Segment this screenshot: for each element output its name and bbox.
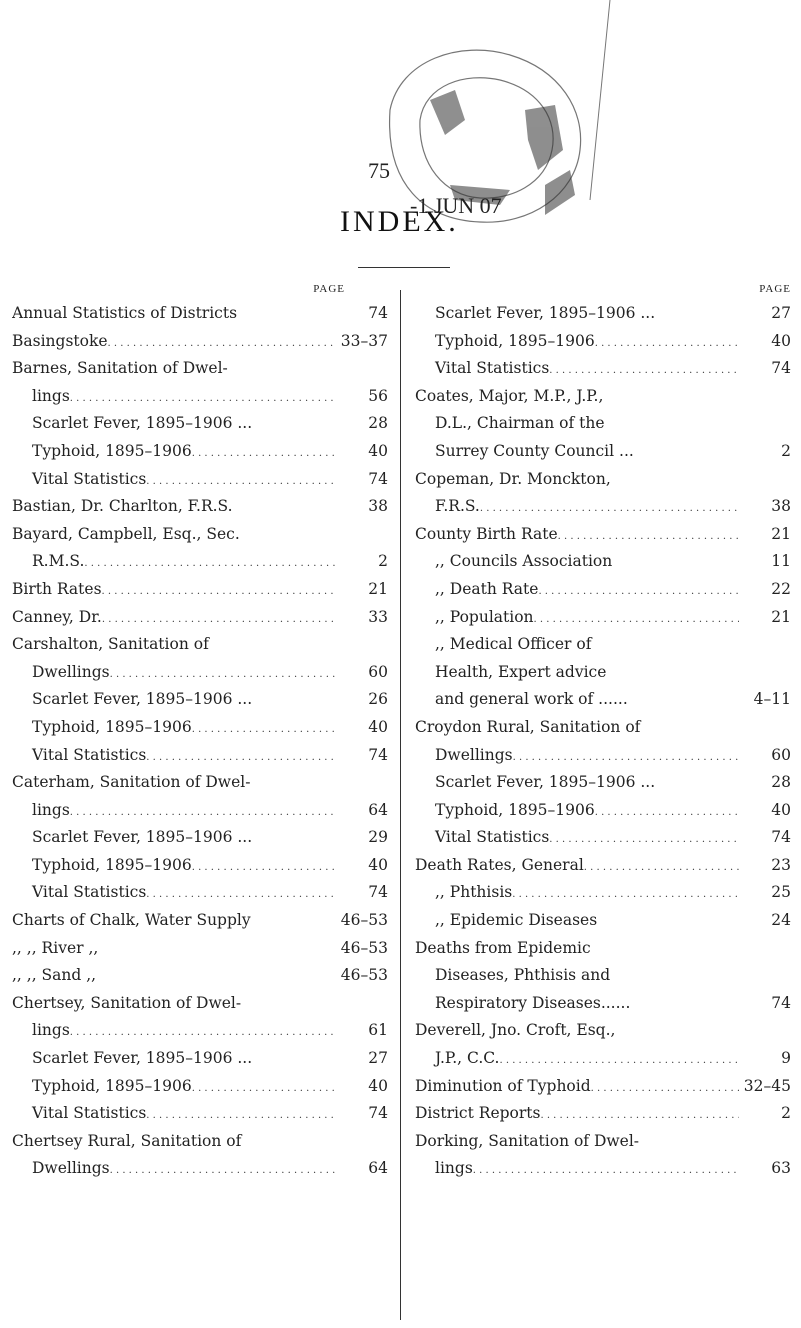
index-entry-text: District Reports bbox=[415, 1104, 541, 1123]
dot-leader bbox=[628, 686, 739, 714]
index-entry bbox=[415, 521, 791, 549]
index-entry bbox=[12, 604, 388, 632]
index-entry-page bbox=[739, 962, 791, 990]
index-entry-page: 2 bbox=[781, 1104, 791, 1123]
index-entry bbox=[12, 824, 388, 852]
dot-leader bbox=[241, 1128, 336, 1156]
index-entry-page bbox=[336, 990, 388, 1018]
index-entry-text: J.P., C.C. bbox=[435, 1049, 500, 1068]
index-entry bbox=[415, 1155, 791, 1183]
index-entry bbox=[415, 631, 791, 659]
index-entry bbox=[12, 797, 388, 825]
dot-leader bbox=[110, 659, 336, 687]
index-entry-text: Caterham, Sanitation of Dwel- bbox=[12, 773, 251, 792]
dot-leader bbox=[595, 797, 739, 825]
index-entry-text: Scarlet Fever, 1895–1906 ... bbox=[32, 828, 253, 847]
index-entry-text: ,, Population bbox=[435, 607, 534, 626]
index-entry-text: ,, Death Rate bbox=[435, 579, 539, 598]
index-entry bbox=[415, 383, 791, 411]
dot-leader bbox=[549, 824, 739, 852]
index-entry bbox=[415, 686, 791, 714]
index-entry-text: Typhoid, 1895–1906 bbox=[32, 717, 192, 736]
index-entry-page: 40 bbox=[771, 800, 791, 819]
index-entry bbox=[415, 907, 791, 935]
index-entry-text: lings bbox=[32, 1021, 70, 1040]
index-entry bbox=[415, 1073, 791, 1101]
index-entry-text: and general work of ...... bbox=[435, 690, 628, 709]
index-entry-text: Annual Statistics of Districts bbox=[12, 304, 238, 322]
dot-leader bbox=[610, 962, 739, 990]
index-entry bbox=[415, 576, 791, 604]
index-entry bbox=[12, 686, 388, 714]
dot-leader bbox=[597, 907, 739, 935]
index-entry bbox=[415, 990, 791, 1018]
index-entry bbox=[12, 962, 388, 990]
index-entry-text: Deverell, Jno. Croft, Esq., bbox=[415, 1021, 616, 1040]
index-entry-page: 40 bbox=[368, 441, 388, 460]
index-entry-page bbox=[739, 631, 791, 659]
index-entry-page: 26 bbox=[368, 690, 388, 709]
dot-leader bbox=[240, 521, 336, 549]
dot-leader bbox=[192, 438, 336, 466]
index-entry-text: Copeman, Dr. Monckton, bbox=[415, 469, 611, 488]
index-entry-page: 28 bbox=[368, 414, 388, 433]
dot-leader bbox=[605, 410, 739, 438]
index-entry-text: Typhoid, 1895–1906 bbox=[435, 331, 595, 350]
index-entry-text: Respiratory Diseases...... bbox=[435, 993, 631, 1012]
stamp-date: -1 JUN 07 bbox=[410, 193, 502, 218]
index-entry bbox=[12, 935, 388, 963]
index-entry-page: 25 bbox=[771, 883, 791, 902]
dot-leader bbox=[611, 466, 739, 494]
index-entry bbox=[415, 1128, 791, 1156]
index-entry-text: Vital Statistics bbox=[32, 469, 147, 488]
index-entry-text: F.R.S. bbox=[435, 497, 480, 516]
dot-leader bbox=[538, 576, 739, 604]
index-entry-page bbox=[336, 521, 388, 549]
index-entry-page bbox=[739, 410, 791, 438]
index-entry-text: Typhoid, 1895–1906 bbox=[32, 441, 192, 460]
dot-leader bbox=[228, 355, 336, 383]
dot-leader bbox=[146, 466, 336, 494]
index-entry-text: Health, Expert advice bbox=[435, 662, 607, 681]
index-entry-page: 60 bbox=[368, 662, 388, 681]
index-entry-text: Surrey County Council ... bbox=[435, 441, 634, 460]
index-entry bbox=[415, 714, 791, 742]
index-entry-text: Diseases, Phthisis and bbox=[435, 966, 611, 985]
dot-leader bbox=[630, 990, 739, 1018]
index-entry-text: Dorking, Sanitation of Dwel- bbox=[415, 1131, 640, 1150]
dot-leader bbox=[146, 879, 336, 907]
index-entry bbox=[12, 1128, 388, 1156]
dot-leader bbox=[209, 631, 336, 659]
index-entry-text: Typhoid, 1895–1906 bbox=[32, 855, 192, 874]
dot-leader bbox=[640, 714, 739, 742]
index-entry-page: 74 bbox=[368, 304, 388, 322]
dot-leader bbox=[192, 852, 336, 880]
dot-leader bbox=[499, 1045, 739, 1073]
index-entry-text: Chertsey, Sanitation of Dwel- bbox=[12, 993, 242, 1012]
index-entry bbox=[12, 383, 388, 411]
index-entry bbox=[415, 300, 791, 328]
index-entry-page: 60 bbox=[771, 745, 791, 764]
index-entry bbox=[415, 659, 791, 687]
index-entry-text: ,, ,, Sand ,, bbox=[12, 966, 97, 985]
index-entry-page bbox=[336, 769, 388, 797]
dot-leader bbox=[252, 410, 336, 438]
dot-leader bbox=[549, 355, 739, 383]
dot-leader bbox=[540, 1100, 739, 1128]
dot-leader bbox=[584, 852, 739, 880]
dot-leader bbox=[70, 1017, 336, 1045]
dot-leader bbox=[473, 1155, 739, 1183]
dot-leader bbox=[237, 300, 336, 328]
index-entry-page: 33–37 bbox=[340, 331, 388, 350]
index-entry-page: 40 bbox=[771, 331, 791, 350]
index-entry-text: Vital Statistics bbox=[435, 828, 550, 847]
dot-leader bbox=[591, 1073, 739, 1101]
index-entry-page: 74 bbox=[368, 1104, 388, 1123]
index-entry-page: 21 bbox=[368, 579, 388, 598]
index-entry-text: Scarlet Fever, 1895–1906 ... bbox=[32, 414, 253, 433]
index-entry-text: lings bbox=[435, 1159, 473, 1178]
dot-leader bbox=[70, 383, 336, 411]
index-entry bbox=[12, 742, 388, 770]
index-entry-text: Death Rates, General bbox=[415, 855, 584, 874]
index-entry-page: 46–53 bbox=[340, 966, 388, 985]
index-entry-page: 33 bbox=[368, 607, 388, 626]
index-entry-text: Deaths from Epidemic bbox=[415, 938, 591, 957]
index-entry bbox=[12, 1017, 388, 1045]
index-entry-page: 21 bbox=[771, 524, 791, 543]
index-entry-page bbox=[739, 466, 791, 494]
index-entry-text: ,, ,, River ,, bbox=[12, 938, 99, 957]
index-entry-text: ,, Councils Association bbox=[435, 552, 613, 571]
dot-leader bbox=[558, 521, 739, 549]
index-entry-page: 64 bbox=[368, 1159, 388, 1178]
index-entry-page: 29 bbox=[368, 828, 388, 847]
index-entry-page: 38 bbox=[368, 497, 388, 516]
index-entry-page: 4–11 bbox=[753, 690, 791, 709]
index-entry-text: Diminution of Typhoid bbox=[415, 1076, 591, 1095]
index-entry-text: Canney, Dr. bbox=[12, 607, 102, 626]
index-entry bbox=[415, 879, 791, 907]
index-entry-page: 27 bbox=[771, 304, 791, 322]
dot-leader bbox=[252, 1045, 336, 1073]
index-entry-text: Bastian, Dr. Charlton, F.R.S. bbox=[12, 497, 233, 516]
index-entry-text: Chertsey Rural, Sanitation of bbox=[12, 1131, 242, 1150]
index-entry-text: Coates, Major, M.P., J.P., bbox=[415, 386, 604, 405]
index-entry bbox=[12, 466, 388, 494]
index-entry-text: Dwellings bbox=[32, 662, 110, 681]
index-entry-page: 40 bbox=[368, 855, 388, 874]
dot-leader bbox=[612, 548, 739, 576]
index-entry-page bbox=[739, 1017, 791, 1045]
index-entry bbox=[12, 576, 388, 604]
index-entry-page: 21 bbox=[771, 607, 791, 626]
index-entry bbox=[12, 521, 388, 549]
index-entry-page: 40 bbox=[368, 717, 388, 736]
index-entry-page: 74 bbox=[771, 993, 791, 1012]
index-entry-text: Bayard, Campbell, Esq., Sec. bbox=[12, 524, 240, 543]
index-entries-left bbox=[12, 300, 388, 1183]
index-entry bbox=[415, 797, 791, 825]
index-entry bbox=[415, 438, 791, 466]
index-entry bbox=[12, 1073, 388, 1101]
index-entry-page bbox=[739, 383, 791, 411]
dot-leader bbox=[252, 824, 336, 852]
dot-leader bbox=[591, 631, 739, 659]
dot-leader bbox=[96, 962, 336, 990]
index-entry-text: Birth Rates bbox=[12, 579, 102, 598]
index-entry-page bbox=[336, 1128, 388, 1156]
dot-leader bbox=[513, 742, 739, 770]
index-entry-text: Dwellings bbox=[32, 1159, 110, 1178]
index-entry-text: D.L., Chairman of the bbox=[435, 414, 605, 433]
index-entry bbox=[12, 631, 388, 659]
index-entry-page: 40 bbox=[368, 1076, 388, 1095]
index-entry-text: Croydon Rural, Sanitation of bbox=[415, 717, 641, 736]
dot-leader bbox=[110, 1155, 336, 1183]
index-entry-text: Dwellings bbox=[435, 745, 513, 764]
index-entry bbox=[12, 1045, 388, 1073]
index-entry-text: Typhoid, 1895–1906 bbox=[435, 800, 595, 819]
index-entry-text: Vital Statistics bbox=[32, 1104, 147, 1123]
index-entry-text: Scarlet Fever, 1895–1906 ... bbox=[435, 304, 656, 322]
index-entry bbox=[12, 1155, 388, 1183]
index-entry bbox=[415, 1100, 791, 1128]
dot-leader bbox=[250, 769, 336, 797]
index-entry bbox=[415, 852, 791, 880]
dot-leader bbox=[98, 935, 336, 963]
dot-leader bbox=[108, 328, 336, 356]
index-entry bbox=[415, 1017, 791, 1045]
dot-leader bbox=[252, 686, 336, 714]
index-entry-page: 46–53 bbox=[340, 911, 388, 930]
index-entry-text: Scarlet Fever, 1895–1906 ... bbox=[435, 773, 656, 792]
index-entry-page: 24 bbox=[771, 911, 791, 930]
index-entry bbox=[415, 604, 791, 632]
index-entry-text: Scarlet Fever, 1895–1906 ... bbox=[32, 1049, 253, 1068]
index-entry-page: 46–53 bbox=[340, 938, 388, 957]
index-entry-text: Vital Statistics bbox=[435, 359, 550, 378]
index-entry-text: ,, Medical Officer of bbox=[435, 635, 592, 654]
index-entry-text: Charts of Chalk, Water Supply bbox=[12, 911, 251, 930]
index-entry-page: 22 bbox=[771, 579, 791, 598]
dot-leader bbox=[102, 576, 336, 604]
page-column-heading: PAGE bbox=[759, 283, 791, 295]
index-entry-text: lings bbox=[32, 800, 70, 819]
index-entry-text: Basingstoke bbox=[12, 331, 108, 350]
index-entry-page: 74 bbox=[771, 828, 791, 847]
index-entry-text: Scarlet Fever, 1895–1906 ... bbox=[32, 690, 253, 709]
index-entry-text: ,, Epidemic Diseases bbox=[435, 911, 598, 930]
index-entry bbox=[415, 410, 791, 438]
index-entry-page: 63 bbox=[771, 1159, 791, 1178]
index-entry-page: 32–45 bbox=[743, 1076, 791, 1095]
index-column-right bbox=[415, 278, 791, 1183]
index-entry bbox=[415, 493, 791, 521]
index-entry bbox=[415, 742, 791, 770]
page-title: INDEX. bbox=[340, 205, 459, 238]
dot-leader bbox=[233, 493, 336, 521]
index-entry bbox=[12, 990, 388, 1018]
index-entry-page: 61 bbox=[368, 1021, 388, 1040]
index-entry bbox=[12, 410, 388, 438]
index-entry bbox=[12, 300, 388, 328]
column-divider bbox=[400, 290, 401, 1320]
index-entry-page bbox=[336, 631, 388, 659]
index-entry-text: ,, Phthisis bbox=[435, 883, 513, 902]
index-entry bbox=[415, 1045, 791, 1073]
index-entry-page: 9 bbox=[781, 1049, 791, 1068]
index-entry-page: 64 bbox=[368, 800, 388, 819]
dot-leader bbox=[192, 1073, 336, 1101]
dot-leader bbox=[534, 604, 739, 632]
index-entry bbox=[12, 493, 388, 521]
index-entry bbox=[12, 355, 388, 383]
index-entry-page: 74 bbox=[368, 745, 388, 764]
library-stamp bbox=[330, 0, 630, 240]
dot-leader bbox=[655, 769, 739, 797]
index-entry bbox=[12, 852, 388, 880]
index-entry-page: 74 bbox=[771, 359, 791, 378]
dot-leader bbox=[595, 328, 739, 356]
index-entry bbox=[415, 962, 791, 990]
dot-leader bbox=[591, 935, 739, 963]
dot-leader bbox=[102, 604, 336, 632]
index-entry-text: Vital Statistics bbox=[32, 883, 147, 902]
index-entry bbox=[12, 328, 388, 356]
title-rule bbox=[358, 267, 450, 268]
index-entry-page: 74 bbox=[368, 469, 388, 488]
index-entry bbox=[415, 466, 791, 494]
dot-leader bbox=[192, 714, 336, 742]
index-entry bbox=[12, 659, 388, 687]
index-column-left bbox=[12, 278, 388, 1183]
dot-leader bbox=[480, 493, 739, 521]
index-entry bbox=[415, 355, 791, 383]
index-entry bbox=[12, 769, 388, 797]
index-entry bbox=[415, 328, 791, 356]
index-entry bbox=[12, 438, 388, 466]
index-entry-page: 11 bbox=[771, 552, 791, 571]
index-entry-page: 56 bbox=[368, 386, 388, 405]
index-entry-page bbox=[336, 355, 388, 383]
index-entry-page: 74 bbox=[368, 883, 388, 902]
index-entry-text: lings bbox=[32, 386, 70, 405]
dot-leader bbox=[606, 659, 739, 687]
index-entry-page: 2 bbox=[378, 552, 388, 571]
index-entry bbox=[12, 548, 388, 576]
index-entry-page: 23 bbox=[771, 855, 791, 874]
index-entry-page bbox=[739, 659, 791, 687]
index-entry-text: R.M.S. bbox=[32, 552, 85, 571]
index-entry-text: Barnes, Sanitation of Dwel- bbox=[12, 359, 228, 378]
dot-leader bbox=[146, 1100, 336, 1128]
index-entries-right bbox=[415, 300, 791, 1183]
index-entry-page: 28 bbox=[771, 773, 791, 792]
dot-leader bbox=[70, 797, 336, 825]
index-entry-text: Vital Statistics bbox=[32, 745, 147, 764]
dot-leader bbox=[146, 742, 336, 770]
dot-leader bbox=[512, 879, 739, 907]
index-entry-page bbox=[739, 714, 791, 742]
index-entry bbox=[12, 907, 388, 935]
index-entry bbox=[12, 1100, 388, 1128]
index-entry-page bbox=[739, 935, 791, 963]
index-entry-page: 2 bbox=[781, 441, 791, 460]
dot-leader bbox=[84, 548, 336, 576]
index-entry-text: Carshalton, Sanitation of bbox=[12, 635, 209, 654]
index-entry-text: County Birth Rate bbox=[415, 524, 558, 543]
index-entry bbox=[415, 548, 791, 576]
index-entry-page: 38 bbox=[771, 497, 791, 516]
page-column-heading: PAGE bbox=[313, 283, 345, 295]
dot-leader bbox=[655, 300, 739, 328]
index-entry-text: Typhoid, 1895–1906 bbox=[32, 1076, 192, 1095]
dot-leader bbox=[639, 1128, 739, 1156]
index-entry bbox=[415, 935, 791, 963]
dot-leader bbox=[615, 1017, 739, 1045]
dot-leader bbox=[241, 990, 336, 1018]
index-entry-page bbox=[739, 1128, 791, 1156]
index-entry bbox=[12, 714, 388, 742]
index-entry bbox=[12, 879, 388, 907]
index-entry-page: 27 bbox=[368, 1049, 388, 1068]
index-entry bbox=[415, 824, 791, 852]
dot-leader bbox=[634, 438, 739, 466]
dot-leader bbox=[251, 907, 336, 935]
index-entry bbox=[415, 769, 791, 797]
dot-leader bbox=[603, 383, 739, 411]
stamp-number: 75 bbox=[368, 158, 390, 183]
